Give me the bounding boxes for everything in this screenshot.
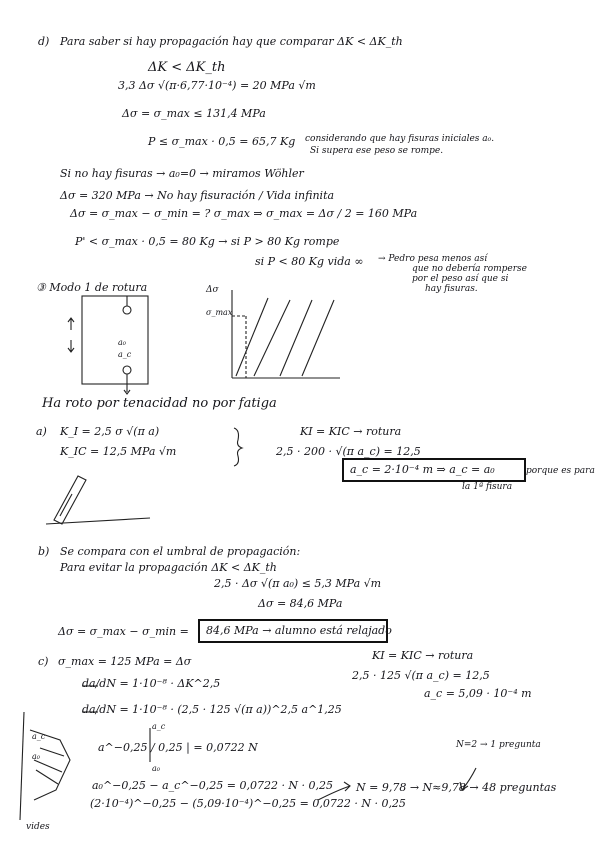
b-line-4: Δσ = 84,6 MPa: [258, 597, 343, 610]
c-vides-label: vides: [26, 822, 50, 832]
c-note-2: N = 9,78 → N≈9,78 → 48 preguntas: [356, 781, 557, 794]
part-d-label: d): [38, 35, 50, 48]
d-line-6: Δσ = 320 MPa → No hay fisuración / Vida infinita: [60, 189, 335, 202]
a-result: a_c = 2·10⁻⁴ m ⇒ a_c = a₀: [350, 463, 495, 476]
c-sketch-label-a: a_c: [32, 732, 46, 741]
rotura-conclusion: Ha roto por tenacidad no por fatiga: [42, 396, 277, 411]
a-after-2: la 1ª fisura: [462, 482, 513, 492]
c-line-3: da/dN = 1·10⁻⁸ · (2,5 · 125 √(π a))^2,5 a^1,25: [82, 703, 342, 716]
a-after: porque es para: [526, 466, 595, 476]
b-result: 84,6 MPa → alumno está relajado: [206, 624, 392, 637]
q3-axis-label: Δσ: [206, 285, 219, 295]
b-line-3: 2,5 · Δσ √(π a₀) ≤ 5,3 MPa √m: [214, 577, 382, 590]
d-note-6: hay fisuras.: [425, 284, 478, 294]
c-right-1: KI = KIC → rotura: [372, 649, 474, 662]
a-result-box: [342, 458, 526, 482]
part-d-intro: Para saber si hay propagación hay que comparar ΔK < ΔK_th: [60, 35, 403, 48]
d-line-1: ΔK < ΔK_th: [148, 60, 226, 75]
a-right-1: KI = KIC → rotura: [300, 425, 402, 438]
c-sketch-label-b: a₀: [32, 752, 40, 761]
part-b-label: b): [38, 545, 50, 558]
plate-outline: [82, 296, 148, 384]
d-note-4: que no debería romperse: [412, 264, 527, 274]
q3-axis-label-2: σ_max: [206, 308, 233, 317]
c-note-1: N=2 → 1 pregunta: [456, 740, 541, 750]
part-c-label: c): [38, 655, 49, 668]
b-line-5: Δσ = σ_max − σ_min =: [58, 625, 189, 638]
d-note-2: Si supera ese peso se rompe.: [310, 146, 444, 156]
d-note-3: → Pedro pesa menos así: [378, 254, 488, 264]
d-note-5: por el peso así que si: [412, 274, 509, 284]
d-line-4: P ≤ σ_max · 0,5 = 65,7 Kg: [148, 135, 296, 148]
c-line-5: a₀^−0,25 − a_c^−0,25 = 0,0722 · N · 0,25: [92, 779, 334, 792]
c-integral-lower: a₀: [152, 764, 160, 773]
a-right-2: 2,5 · 200 · √(π a_c) = 12,5: [276, 445, 421, 458]
d-line-2: 3,3 Δσ √(π·6,77·10⁻⁴) = 20 MPa √m: [118, 79, 316, 92]
d-line-8: P' < σ_max · 0,5 = 80 Kg → si P > 80 Kg rompe: [75, 235, 340, 248]
d-note: considerando que hay fisuras iniciales a₀.: [305, 134, 495, 144]
d-line-7: Δσ = σ_max − σ_min = ? σ_max ⇒ σ_max = Δσ / 2 = 160 MPa: [70, 207, 418, 220]
part-a-label: a): [36, 425, 47, 438]
b-line-2: Para evitar la propagación ΔK < ΔK_th: [60, 561, 277, 574]
q3-fig-label-a: a₀: [118, 338, 126, 347]
a-line-1: K_I = 2,5 σ √(π a): [60, 425, 160, 438]
q3-fig-label-b: a_c: [118, 350, 132, 359]
c-right-2: 2,5 · 125 √(π a_c) = 12,5: [352, 669, 490, 682]
d-line-5: Si no hay fisuras → a₀=0 → miramos Wöhler: [60, 167, 304, 180]
c-line-1: σ_max = 125 MPa = Δσ: [58, 655, 192, 668]
c-right-3: a_c = 5,09 · 10⁻⁴ m: [424, 687, 532, 700]
c-line-4: a^−0,25 / 0,25 | = 0,0722 N: [98, 741, 258, 754]
b-result-box: [198, 619, 392, 643]
c-line-2: da/dN = 1·10⁻⁸ · ΔK^2,5: [82, 677, 221, 690]
d-line-3: Δσ = σ_max ≤ 131,4 MPa: [122, 107, 266, 120]
a-line-2: K_IC = 12,5 MPa √m: [60, 445, 177, 458]
q3-title: ③ Modo 1 de rotura: [36, 281, 148, 294]
d-line-9: si P < 80 Kg vida ∞: [255, 255, 364, 268]
c-integral-upper: a_c: [152, 722, 166, 731]
c-line-6: (2·10⁻⁴)^−0,25 − (5,09·10⁻⁴)^−0,25 = 0,0722 · N · 0,25: [90, 797, 406, 810]
b-line-1: Se compara con el umbral de propagación:: [60, 545, 301, 558]
